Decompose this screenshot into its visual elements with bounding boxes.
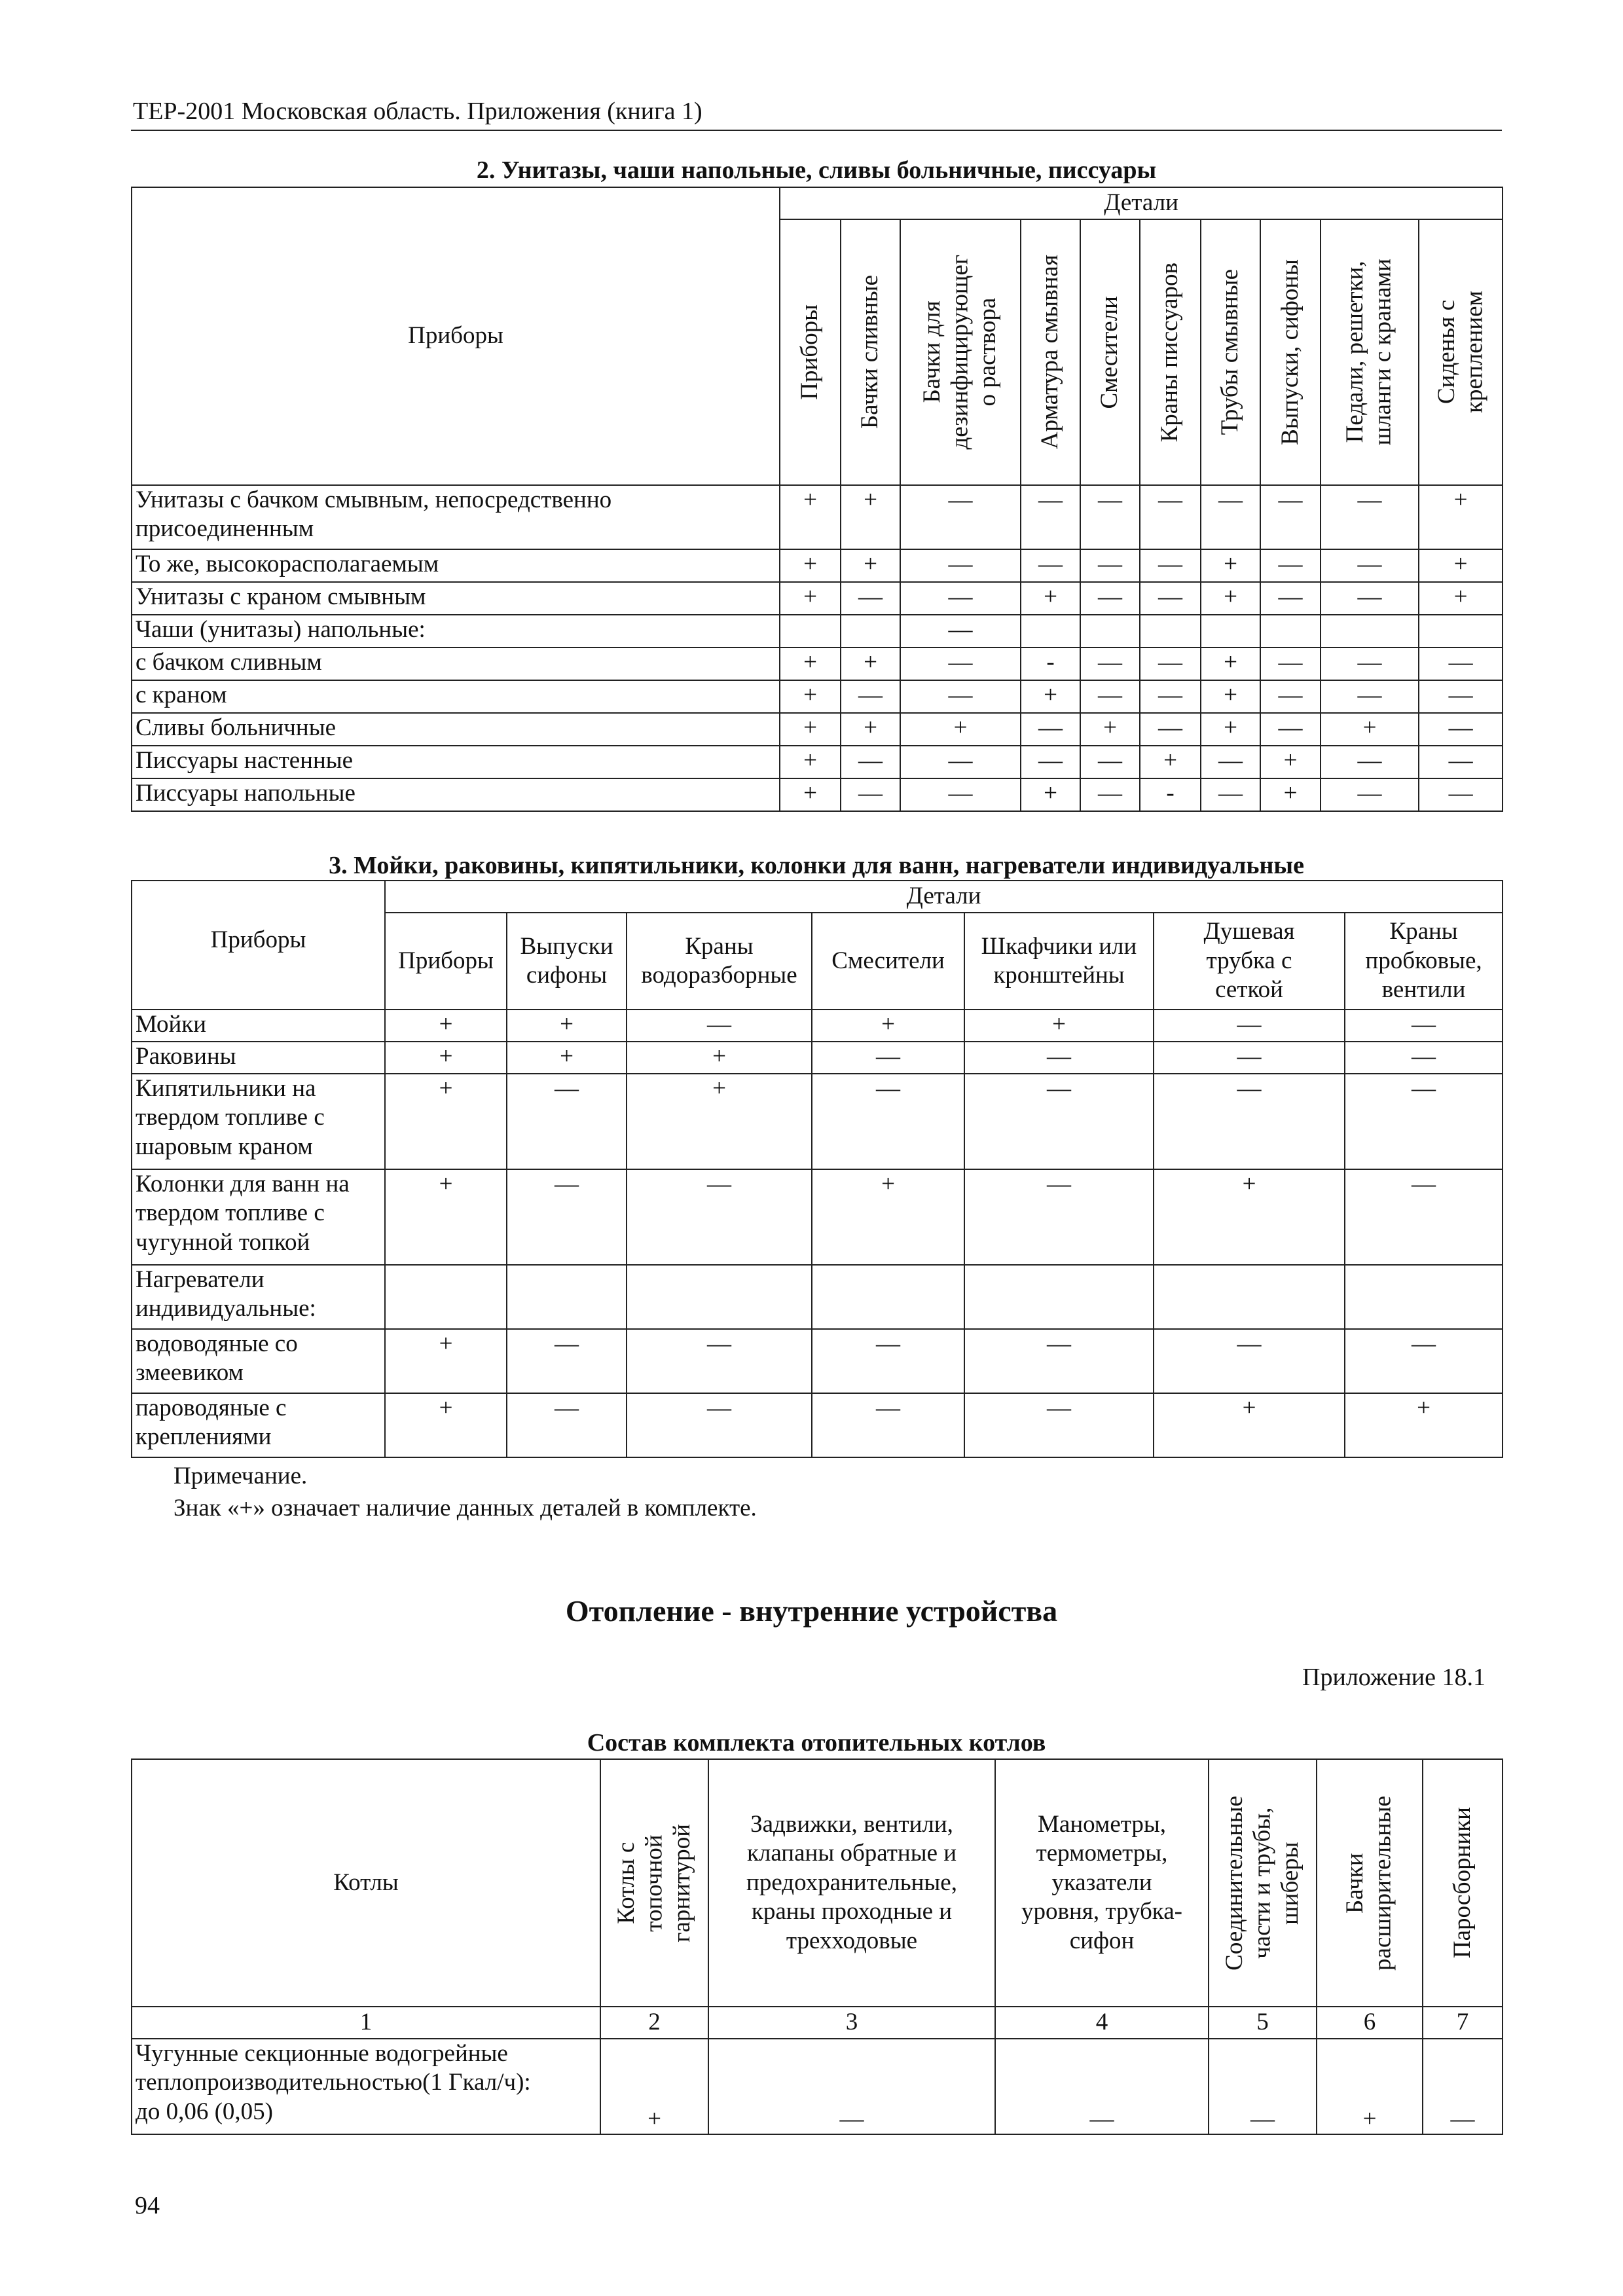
mark-cell: — <box>1321 582 1419 615</box>
text-line: Краны <box>685 932 754 960</box>
mark-cell <box>780 615 841 647</box>
section2-col-header <box>1419 219 1503 485</box>
column-number: 2 <box>600 2007 708 2039</box>
section3-col-header <box>507 913 627 1010</box>
text-line: Котлы с <box>612 1842 640 1924</box>
text-line: Чугунные секционные водогрейные <box>136 2040 508 2067</box>
text-line: Арматура смывная <box>1036 255 1064 450</box>
mark-cell: — <box>812 1329 964 1393</box>
mark-cell: — <box>1154 1329 1345 1393</box>
text-line: трехходовые <box>786 1927 918 1954</box>
row-label: Сливы больничные <box>132 713 780 746</box>
text-line: Смесители <box>831 947 945 974</box>
row-label: с краном <box>132 680 780 713</box>
section2-col-header <box>900 219 1021 485</box>
mark-cell: + <box>900 713 1021 746</box>
mark-cell: — <box>1080 485 1140 549</box>
mark-cell: + <box>1201 549 1260 582</box>
mark-cell: — <box>1154 1010 1345 1042</box>
mark-cell: + <box>1201 582 1260 615</box>
table-row <box>132 485 1503 549</box>
mark-cell: + <box>1201 647 1260 680</box>
mark-cell: — <box>900 582 1021 615</box>
mark-cell <box>841 615 900 647</box>
row-label <box>132 2039 600 2134</box>
section2-col-header <box>1201 219 1260 485</box>
mark-cell: — <box>841 582 900 615</box>
mark-cell: + <box>627 1074 812 1169</box>
section2-col-header <box>1140 219 1201 485</box>
section3-col-header <box>1345 913 1503 1010</box>
text-line: твердом топливе с <box>136 1104 325 1131</box>
mark-cell: — <box>1140 680 1201 713</box>
mark-cell: — <box>900 746 1021 778</box>
text-line: водоразборные <box>641 962 797 989</box>
mark-cell: + <box>780 647 841 680</box>
text-line: Выпуски <box>520 932 613 960</box>
text-line: указатели <box>1051 1868 1152 1896</box>
heating-table-title: Состав комплекта отопительных котлов <box>587 1729 1046 1757</box>
text-line: краны проходные и <box>751 1898 953 1925</box>
text-line: клапаны обратные и <box>746 1840 957 1867</box>
mark-cell: — <box>1345 1074 1503 1169</box>
mark-cell: — <box>1201 485 1260 549</box>
mark-cell: + <box>841 485 900 549</box>
mark-cell: — <box>1080 647 1140 680</box>
appendix-label: Приложение 18.1 <box>1302 1664 1486 1691</box>
mark-cell: + <box>780 680 841 713</box>
mark-cell: — <box>1345 1010 1503 1042</box>
mark-cell: + <box>841 647 900 680</box>
mark-cell: — <box>627 1169 812 1265</box>
section3-col-header <box>964 913 1154 1010</box>
mark-cell: — <box>1140 647 1201 680</box>
mark-cell: — <box>507 1169 627 1265</box>
section3-col-header <box>627 913 812 1010</box>
mark-cell: — <box>1021 713 1080 746</box>
section3-col-header <box>1154 913 1345 1010</box>
mark-cell: — <box>1140 582 1201 615</box>
mark-cell: — <box>964 1329 1154 1393</box>
mark-cell: — <box>627 1329 812 1393</box>
mark-cell: — <box>1080 746 1140 778</box>
heating-col-header <box>995 1759 1209 2007</box>
mark-cell: — <box>812 1393 964 1457</box>
text-line: Приборы <box>398 947 494 974</box>
row-label: Писсуары напольные <box>132 778 780 811</box>
section2-col-header <box>841 219 900 485</box>
row-label <box>132 1010 385 1042</box>
table-row <box>132 746 1503 778</box>
column-number: 7 <box>1423 2007 1503 2039</box>
note-title: Примечание. <box>173 1463 308 1489</box>
mark-cell: — <box>1201 746 1260 778</box>
mark-cell: — <box>812 1042 964 1074</box>
mark-cell <box>964 1265 1154 1329</box>
text-line: Шкафчики или <box>981 932 1137 960</box>
mark-cell: + <box>507 1042 627 1074</box>
text-line: креплением <box>1461 291 1488 414</box>
text-line: Трубы смывные <box>1216 269 1244 435</box>
mark-cell: + <box>385 1393 507 1457</box>
text-line: Раковины <box>136 1043 236 1070</box>
mark-cell: — <box>1260 713 1321 746</box>
mark-cell: — <box>1021 746 1080 778</box>
section3-col-label: Приборы <box>132 881 385 1010</box>
mark-cell: — <box>1201 778 1260 811</box>
mark-cell: + <box>600 2039 708 2134</box>
text-line: шиберы <box>1276 1841 1304 1925</box>
table-row <box>132 549 1503 582</box>
mark-cell: + <box>812 1010 964 1042</box>
text-line: Задвижки, вентили, <box>750 1811 953 1838</box>
mark-cell: — <box>1260 647 1321 680</box>
text-line: водоводяные со <box>136 1330 298 1357</box>
section2-col-header <box>780 219 841 485</box>
section2-col-header <box>1260 219 1321 485</box>
mark-cell <box>1345 1265 1503 1329</box>
mark-cell: — <box>1419 746 1503 778</box>
text-line: Соединительные <box>1220 1795 1248 1971</box>
mark-cell: — <box>1423 2039 1503 2134</box>
mark-cell: — <box>1321 778 1419 811</box>
text-line: теплопроизводительностью(1 Гкал/ч): <box>136 2069 531 2096</box>
text-line: пробковые, <box>1365 947 1482 974</box>
mark-cell: + <box>385 1329 507 1393</box>
heating-col-header <box>1209 1759 1317 2007</box>
mark-cell: — <box>1260 582 1321 615</box>
section2-col-header <box>1080 219 1140 485</box>
mark-cell <box>507 1265 627 1329</box>
mark-cell: — <box>1080 582 1140 615</box>
table-row <box>132 615 1503 647</box>
mark-cell: — <box>1260 485 1321 549</box>
row-label <box>132 1042 385 1074</box>
table-row <box>132 1042 1503 1074</box>
table-row <box>132 680 1503 713</box>
mark-cell <box>812 1265 964 1329</box>
mark-cell: — <box>841 680 900 713</box>
mark-cell: — <box>507 1329 627 1393</box>
mark-cell: — <box>1080 778 1140 811</box>
mark-cell: + <box>1021 582 1080 615</box>
table-row <box>132 1074 1503 1169</box>
mark-cell: — <box>964 1393 1154 1457</box>
mark-cell: + <box>1140 746 1201 778</box>
mark-cell: — <box>1321 485 1419 549</box>
page-number: 94 <box>135 2192 160 2219</box>
mark-cell: — <box>1419 778 1503 811</box>
mark-cell <box>1321 615 1419 647</box>
text-line: Педали, решетки, <box>1341 261 1369 444</box>
mark-cell: — <box>507 1074 627 1169</box>
text-line: до 0,06 (0,05) <box>136 2098 273 2125</box>
row-label <box>132 1329 385 1393</box>
table-row <box>132 713 1503 746</box>
text-line: части и трубы, <box>1249 1807 1276 1959</box>
mark-cell: + <box>841 713 900 746</box>
heating-col-header <box>1317 1759 1423 2007</box>
mark-cell: + <box>964 1010 1154 1042</box>
mark-cell: — <box>1345 1329 1503 1393</box>
mark-cell: + <box>385 1010 507 1042</box>
table-row <box>132 582 1503 615</box>
text-line: Паросборники <box>1448 1807 1476 1959</box>
mark-cell: — <box>1140 485 1201 549</box>
mark-cell: + <box>1419 485 1503 549</box>
mark-cell: — <box>900 485 1021 549</box>
mark-cell: + <box>627 1042 812 1074</box>
text-line: Выпуски, сифоны <box>1276 259 1304 445</box>
mark-cell: + <box>780 746 841 778</box>
mark-cell: + <box>507 1010 627 1042</box>
mark-cell: + <box>1201 680 1260 713</box>
text-line: креплениями <box>136 1423 272 1451</box>
table-row <box>132 1010 1503 1042</box>
mark-cell: — <box>507 1393 627 1457</box>
section2-col-label: Приборы <box>132 187 780 485</box>
mark-cell: + <box>1321 713 1419 746</box>
section3-group-label: Детали <box>385 881 1503 913</box>
mark-cell: — <box>1321 647 1419 680</box>
column-number: 6 <box>1317 2007 1423 2039</box>
row-label <box>132 1393 385 1457</box>
mark-cell: — <box>995 2039 1209 2134</box>
section2-col-header <box>1321 219 1419 485</box>
row-label <box>132 1074 385 1169</box>
mark-cell: + <box>1154 1169 1345 1265</box>
table-row <box>132 1169 1503 1265</box>
heating-table <box>131 1758 1503 2135</box>
text-line: Краны писсуаров <box>1156 262 1184 443</box>
mark-cell: + <box>1260 746 1321 778</box>
text-line: Бачки сливные <box>856 275 884 429</box>
column-number: 1 <box>132 2007 600 2039</box>
mark-cell: + <box>1021 778 1080 811</box>
mark-cell: — <box>1260 549 1321 582</box>
mark-cell: + <box>1154 1393 1345 1457</box>
text-line: Нагреватели <box>136 1266 264 1293</box>
mark-cell: + <box>1080 713 1140 746</box>
text-line: кронштейны <box>993 962 1125 989</box>
section2-group-label: Детали <box>780 187 1503 219</box>
section3-col-header <box>385 913 507 1010</box>
mark-cell: + <box>1345 1393 1503 1457</box>
text-line: сифоны <box>526 962 608 989</box>
mark-cell: + <box>1419 549 1503 582</box>
row-label: Унитазы с краном смывным <box>132 582 780 615</box>
text-line: вентили <box>1381 976 1466 1004</box>
mark-cell: + <box>1419 582 1503 615</box>
section3-title: 3. Мойки, раковины, кипятильники, колонки для ванн, нагреватели индивидуальные <box>329 852 1304 879</box>
mark-cell: — <box>1021 485 1080 549</box>
section2-table <box>131 187 1503 812</box>
mark-cell: — <box>964 1042 1154 1074</box>
mark-cell: — <box>1140 549 1201 582</box>
section2-col-header <box>1021 219 1080 485</box>
text-line: Душевая <box>1203 918 1295 945</box>
mark-cell: — <box>1321 549 1419 582</box>
row-label: То же, высокорасполагаемым <box>132 549 780 582</box>
mark-cell <box>1154 1265 1345 1329</box>
text-line: расширительные <box>1370 1795 1396 1971</box>
mark-cell: + <box>385 1074 507 1169</box>
text-line: предохранительные, <box>746 1868 957 1896</box>
mark-cell <box>1260 615 1321 647</box>
mark-cell: — <box>964 1074 1154 1169</box>
mark-cell: — <box>1419 680 1503 713</box>
mark-cell: — <box>1080 549 1140 582</box>
mark-cell: + <box>1317 2039 1423 2134</box>
text-line: змеевиком <box>136 1359 244 1387</box>
heating-heading: Отопление - внутренние устройства <box>565 1594 1058 1628</box>
table-row <box>132 2039 1503 2134</box>
mark-cell: + <box>385 1169 507 1265</box>
text-line: Смесители <box>1096 295 1123 409</box>
mark-cell: — <box>841 746 900 778</box>
mark-cell: + <box>780 582 841 615</box>
table-row <box>132 778 1503 811</box>
mark-cell: — <box>1419 713 1503 746</box>
column-number: 3 <box>708 2007 995 2039</box>
heating-col-header <box>708 1759 995 2007</box>
text-line: сеткой <box>1215 976 1283 1004</box>
text-line: пароводяные с <box>136 1394 287 1421</box>
mark-cell: — <box>708 2039 995 2134</box>
row-label: с бачком сливным <box>132 647 780 680</box>
table-row <box>132 1329 1503 1393</box>
text-line: Колонки для ванн на <box>136 1171 350 1197</box>
mark-cell: + <box>780 549 841 582</box>
mark-cell: — <box>1345 1169 1503 1265</box>
mark-cell: — <box>1154 1042 1345 1074</box>
text-line: Мойки <box>136 1011 207 1038</box>
text-line: Сиденья с <box>1432 300 1460 405</box>
text-line: Кипятильники на <box>136 1075 316 1102</box>
mark-cell: - <box>1021 647 1080 680</box>
header-rule <box>131 130 1502 131</box>
mark-cell: + <box>780 485 841 549</box>
text-line: дезинфицирующег <box>946 255 974 450</box>
row-label: Писсуары настенные <box>132 746 780 778</box>
mark-cell: — <box>900 778 1021 811</box>
text-line: чугунной топкой <box>136 1228 310 1256</box>
mark-cell <box>1080 615 1140 647</box>
mark-cell <box>1201 615 1260 647</box>
text-line: твердом топливе с <box>136 1199 325 1227</box>
section2-title: 2. Унитазы, чаши напольные, сливы больничные, писсуары <box>476 156 1157 184</box>
mark-cell: + <box>780 713 841 746</box>
mark-cell: — <box>1154 1074 1345 1169</box>
mark-cell: — <box>841 778 900 811</box>
table-row <box>132 1393 1503 1457</box>
row-label: Унитазы с бачком смывным, непосредственно присоединенным <box>132 485 780 549</box>
mark-cell: + <box>1201 713 1260 746</box>
mark-cell: — <box>1209 2039 1317 2134</box>
row-label: Чаши (унитазы) напольные: <box>132 615 780 647</box>
text-line: сифон <box>1069 1927 1135 1954</box>
mark-cell: — <box>1419 647 1503 680</box>
mark-cell: + <box>812 1169 964 1265</box>
text-line: уровня, трубка- <box>1021 1898 1182 1925</box>
heating-col-header <box>600 1759 708 2007</box>
text-line: о раствора <box>974 298 1002 407</box>
mark-cell: — <box>1080 680 1140 713</box>
mark-cell: — <box>1321 680 1419 713</box>
text-line: термометры, <box>1036 1840 1168 1867</box>
text-line: индивидуальные: <box>136 1295 316 1322</box>
mark-cell: — <box>900 615 1021 647</box>
mark-cell <box>1140 615 1201 647</box>
section3-col-header <box>812 913 964 1010</box>
mark-cell: — <box>900 680 1021 713</box>
text-line: Манометры, <box>1038 1811 1166 1838</box>
mark-cell: — <box>1345 1042 1503 1074</box>
heating-col-header <box>132 1759 600 2007</box>
mark-cell: + <box>1021 680 1080 713</box>
mark-cell: + <box>841 549 900 582</box>
mark-cell <box>627 1265 812 1329</box>
mark-cell: — <box>1260 680 1321 713</box>
mark-cell <box>385 1265 507 1329</box>
text-line: гарнитурой <box>668 1823 695 1942</box>
text-line: трубка с <box>1206 947 1292 974</box>
text-line: Краны <box>1389 918 1458 945</box>
column-number: 4 <box>995 2007 1209 2039</box>
text-line: Котлы <box>333 1868 399 1896</box>
table-row <box>132 1265 1503 1329</box>
mark-cell: + <box>1260 778 1321 811</box>
row-label <box>132 1265 385 1329</box>
mark-cell: — <box>627 1010 812 1042</box>
mark-cell: — <box>900 647 1021 680</box>
heating-col-header <box>1423 1759 1503 2007</box>
text-line: Бачки для <box>919 301 946 404</box>
mark-cell: — <box>1021 549 1080 582</box>
text-line: Приборы <box>796 304 824 400</box>
section3-table <box>131 880 1503 1458</box>
text-line: топочной <box>640 1834 668 1932</box>
mark-cell <box>1021 615 1080 647</box>
text-line: шланги с кранами <box>1370 259 1396 446</box>
mark-cell: — <box>900 549 1021 582</box>
mark-cell: — <box>627 1393 812 1457</box>
text-line: Бачки <box>1341 1852 1369 1914</box>
mark-cell: — <box>1321 746 1419 778</box>
note-text: Знак «+» означает наличие данных деталей в комплекте. <box>173 1495 757 1522</box>
mark-cell: + <box>385 1042 507 1074</box>
column-number: 5 <box>1209 2007 1317 2039</box>
mark-cell <box>1419 615 1503 647</box>
mark-cell: + <box>780 778 841 811</box>
mark-cell: — <box>964 1169 1154 1265</box>
mark-cell: — <box>812 1074 964 1169</box>
text-line: шаровым краном <box>136 1133 313 1160</box>
row-label <box>132 1169 385 1265</box>
running-title: ТЕР-2001 Московская область. Приложения (книга 1) <box>133 98 702 125</box>
mark-cell: — <box>1140 713 1201 746</box>
table-row <box>132 647 1503 680</box>
mark-cell: - <box>1140 778 1201 811</box>
